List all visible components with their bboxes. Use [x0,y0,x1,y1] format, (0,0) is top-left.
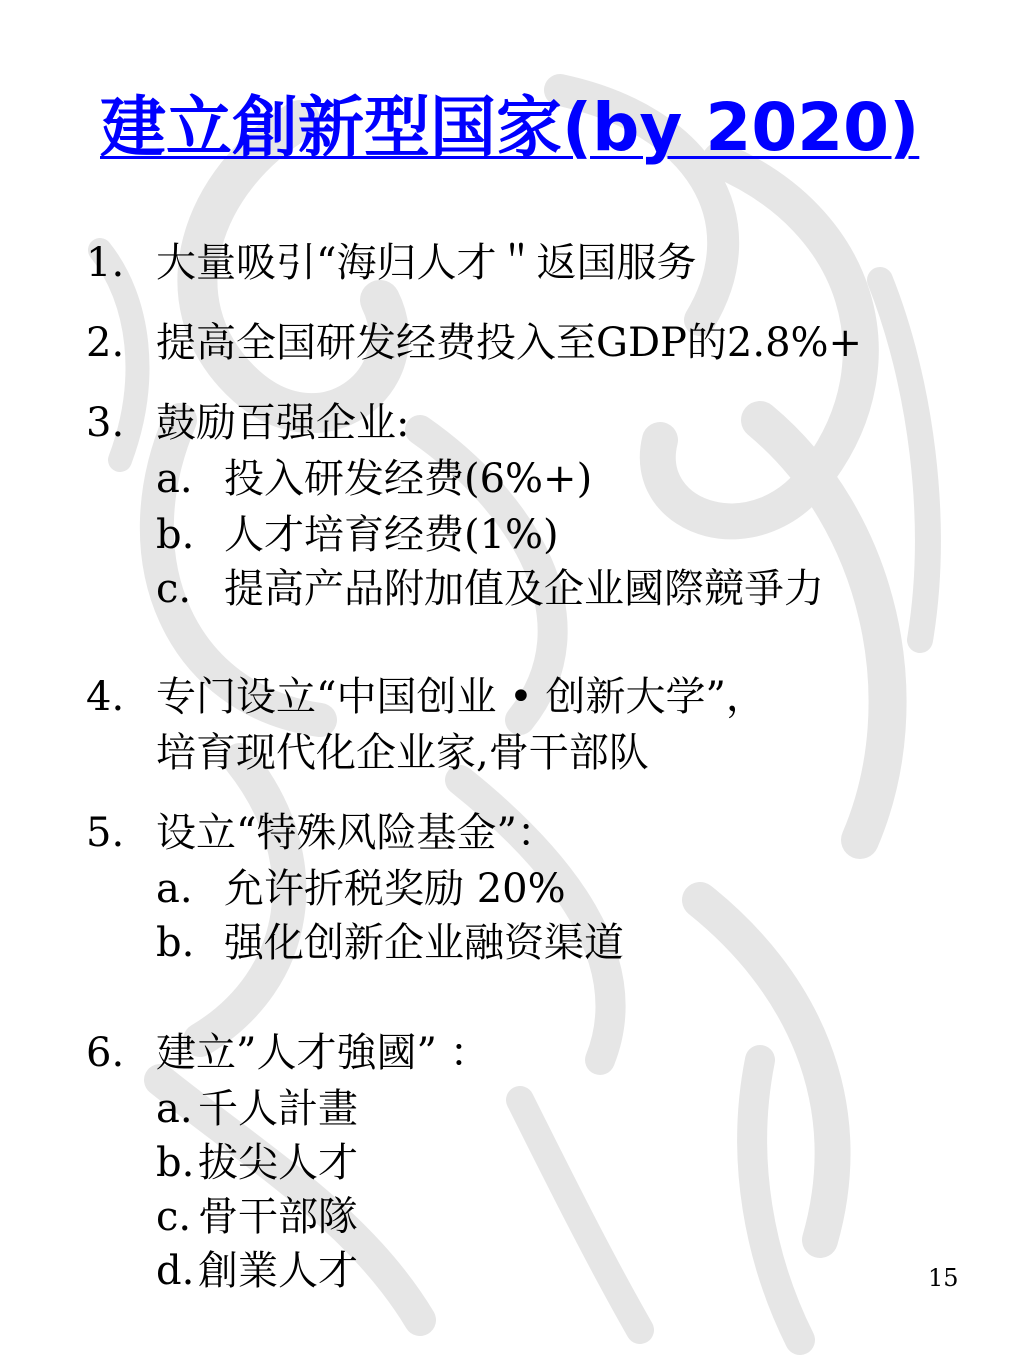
item-6-text: 建立”人才強國” ： [156,1030,490,1076]
item-6-sub-a-letter: a. [156,1086,193,1132]
item-4-text: 专门设立“中国创业 • 创新大学”， [156,674,766,720]
item-3-number: 3. [86,400,125,446]
item-6-sub-b-text: 拔尖人才 [198,1140,358,1186]
item-3-sub-b-text: 人才培育经费(1%) [224,512,559,558]
item-5-sub-a-letter: a. [156,866,193,912]
item-6-sub-a-text: 千人計畫 [198,1086,358,1132]
item-5-sub-a-text: 允许折税奖励 20% [224,866,566,912]
item-5-number: 5. [86,810,125,856]
item-3-sub-a-text: 投入研发经费(6%+) [224,456,593,502]
item-4-text-line2: 培育现代化企业家,骨干部队 [156,730,649,776]
item-3-sub-a-letter: a. [156,456,193,502]
item-6-sub-b-letter: b. [156,1140,195,1186]
page-number: 15 [928,1264,959,1292]
item-6-sub-d-text: 創業人才 [198,1248,358,1294]
item-6-sub-c-text: 骨干部隊 [198,1194,358,1240]
item-6-sub-c-letter: c. [156,1194,192,1240]
item-3-sub-b-letter: b. [156,512,195,558]
item-6-sub-d-letter: d. [156,1248,195,1294]
item-2-text: 提高全国研发经费投入至GDP的2.8%+ [156,320,863,366]
item-4-number: 4. [86,674,125,720]
item-3-sub-c-text: 提高产品附加值及企业國際競爭力 [224,566,824,612]
page-title: 建立創新型国家(by 2020) [100,89,920,166]
item-3-sub-c-letter: c. [156,566,192,612]
item-5-sub-b-text: 强化创新企业融资渠道 [224,920,624,966]
item-3-text: 鼓励百强企业: [156,400,410,446]
item-5-text: 设立“特殊风险基金”： [156,810,557,856]
item-6-number: 6. [86,1030,125,1076]
item-5-sub-b-letter: b. [156,920,195,966]
item-1-text: 大量吸引“海归人才＂返国服务 [156,240,697,286]
item-1-number: 1. [86,240,125,286]
item-2-number: 2. [86,320,125,366]
